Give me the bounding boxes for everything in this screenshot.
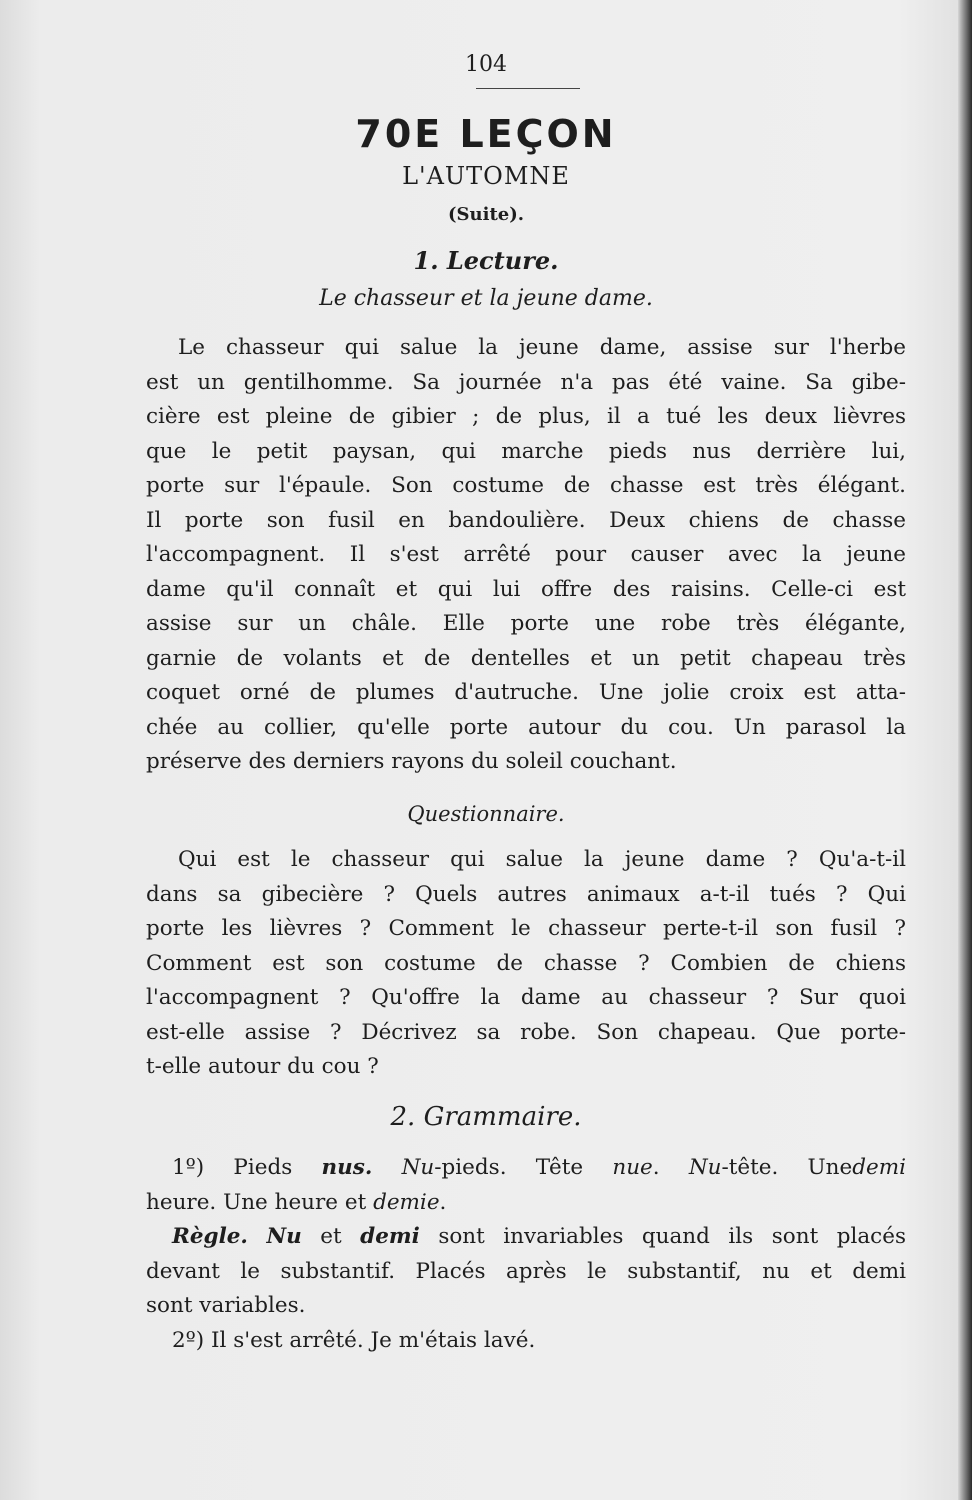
- grammar-text: -pieds. Tête: [434, 1155, 613, 1180]
- reading-line: porte sur l'épaule. Son costume de chasse est très élégant.: [146, 473, 906, 498]
- question-line: Comment est son costume de chasse ? Combien de chiens: [146, 950, 906, 976]
- reading-line: Il porte son fusil en bandoulière. Deux chiens de chasse: [146, 507, 906, 533]
- reading-line: assise sur un châle. Elle porte une robe très élégante,: [146, 611, 906, 636]
- grammar-rule-statement: [146, 1220, 906, 1255]
- grammar-text: heure. Une heure et: [146, 1189, 374, 1215]
- reading-paragraph: [146, 331, 906, 780]
- question-line: Qui est le chasseur qui salue la jeune dame ? Qu'a-t-il: [178, 847, 906, 872]
- reading-line: coquet orné de plumes d'autruche. Une jolie croix est atta-: [146, 680, 906, 705]
- reading-line: dame qu'il connaît et qui lui offre des raisins. Celle-ci est: [146, 576, 906, 602]
- question-line: l'accompagnent ? Qu'offre la dame au chasseur ? Sur quoi: [146, 985, 906, 1010]
- reading-line: chée au collier, qu'elle porte autour du cou. Un parasol la: [146, 714, 906, 740]
- page-number: 104: [465, 52, 507, 77]
- grammar-line: [146, 1186, 906, 1221]
- rule-number: 1º): [172, 1155, 205, 1180]
- grammar-line: devant le substantif. Placés après le substantif, nu et demi: [146, 1258, 906, 1284]
- lesson-subject: L'AUTOMNE: [402, 162, 570, 190]
- reading-line: l'accompagnent. Il s'est arrêté pour causer avec la jeune: [146, 542, 906, 567]
- grammar-rule-1: [146, 1151, 906, 1186]
- grammar-text: [372, 1155, 401, 1180]
- reading-line: préserve des derniers rayons du soleil couchant.: [146, 749, 677, 774]
- suite-label: (Suite).: [448, 204, 524, 225]
- reading-line: Le chasseur qui salue la jeune dame, assise sur l'herbe: [178, 335, 906, 360]
- question-line: est-elle assise ? Décrivez sa robe. Son chapeau. Que porte-: [146, 1019, 906, 1045]
- question-line: t-elle autour du cou ?: [146, 1054, 379, 1079]
- grammar-example: demi: [360, 1224, 420, 1249]
- question-line: dans sa gibecière ? Quels autres animaux a-t-il tués ? Qui: [146, 881, 906, 907]
- grammar-text: sont invariables quand ils sont placés: [419, 1224, 906, 1249]
- grammar-block: [146, 1151, 906, 1358]
- grammar-text: et: [301, 1224, 361, 1249]
- reading-line: que le petit paysan, qui marche pieds nus derrière lui,: [146, 438, 906, 464]
- rule-number: 2º): [172, 1327, 205, 1353]
- rule-label: Règle.: [172, 1224, 248, 1249]
- grammar-text: -tête. Une: [721, 1155, 853, 1180]
- grammar-example: Nu: [266, 1224, 302, 1249]
- grammar-text: .: [652, 1155, 689, 1180]
- reading-title: Le chasseur et la jeune dame.: [319, 286, 653, 311]
- grammar-text: [248, 1224, 267, 1249]
- grammar-text: .: [439, 1189, 447, 1215]
- questionnaire-title: Questionnaire.: [407, 802, 565, 826]
- grammar-example: nue: [612, 1155, 653, 1180]
- reading-line: cière est pleine de gibier ; de plus, il a tué les deux lièvres: [146, 404, 906, 429]
- grammar-example: Nu: [688, 1155, 722, 1180]
- question-line: porte les lièvres ? Comment le chasseur perte-t-il son fusil ?: [146, 916, 906, 941]
- grammar-example: demie: [373, 1189, 440, 1215]
- page-edge-shadow: [958, 0, 972, 1500]
- reading-line: est un gentilhomme. Sa journée n'a pas été vaine. Sa gibe-: [146, 369, 906, 395]
- lesson-title: 70E LEÇON: [355, 112, 617, 156]
- grammar-rule-2: [146, 1324, 906, 1359]
- section-heading-grammaire: 2. Grammaire.: [390, 1102, 582, 1132]
- grammar-text: Pieds: [204, 1155, 322, 1180]
- reading-line: garnie de volants et de dentelles et un petit chapeau très: [146, 645, 906, 671]
- grammar-text: Il s'est arrêté. Je m'étais lavé.: [204, 1327, 536, 1353]
- grammar-line: sont variables.: [146, 1293, 306, 1318]
- section-heading-lecture: 1. Lecture.: [413, 246, 559, 275]
- questionnaire-paragraph: [146, 843, 906, 1085]
- grammar-example: demi: [852, 1155, 907, 1180]
- header-rule: [476, 88, 580, 89]
- grammar-example: Nu: [401, 1155, 435, 1180]
- grammar-example: nus.: [321, 1155, 373, 1180]
